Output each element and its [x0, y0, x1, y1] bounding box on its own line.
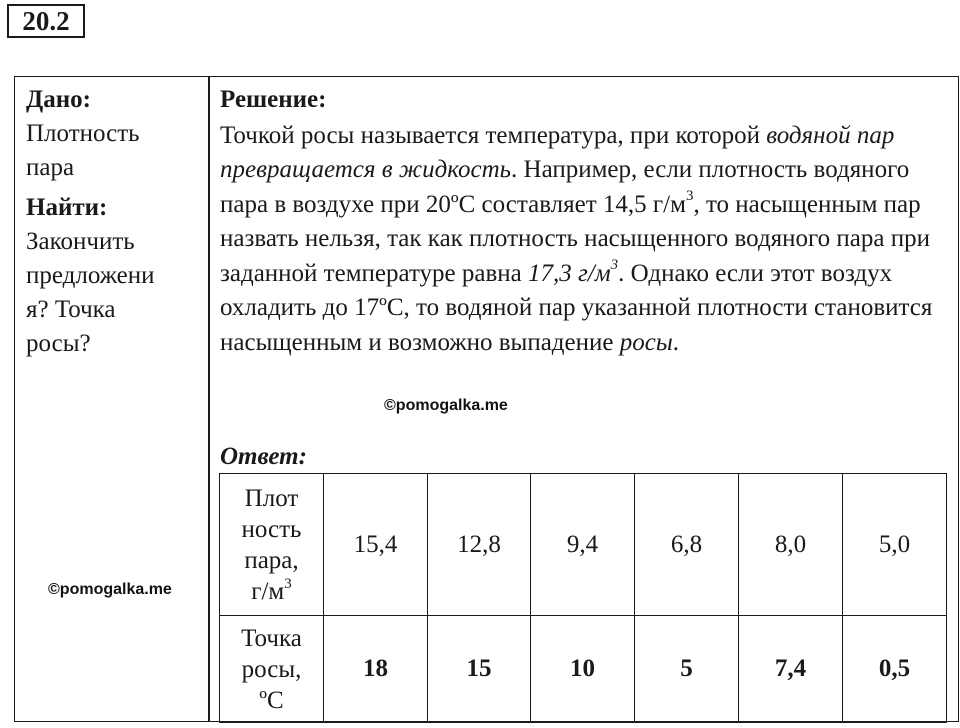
task-number: 20.2	[7, 4, 85, 38]
solution-part: , то насыщенным пар назвать нельзя, так как плотность насыщенного водяного пара при заданной температуре равна	[220, 190, 931, 287]
solution-text	[220, 119, 945, 361]
table-cell: 7,4	[739, 616, 843, 723]
find-line: росы?	[26, 330, 91, 357]
given-text	[26, 117, 206, 185]
label-line: ность	[241, 515, 302, 543]
table-cell: 10	[531, 616, 635, 723]
table-cell: 15	[428, 616, 531, 723]
table-cell: 5,0	[843, 474, 947, 616]
solution-header: Решение:	[220, 86, 327, 113]
watermark: ©pomogalka.me	[384, 397, 508, 414]
row-label-dew-point	[220, 616, 324, 723]
find-text	[26, 225, 206, 361]
table-cell: 6,8	[635, 474, 739, 616]
table-cell: 18	[324, 616, 428, 723]
superscript: 3	[685, 187, 694, 204]
solution-italic-part: росы	[619, 328, 673, 356]
table-cell: 5	[635, 616, 739, 723]
given-line: Плотность	[26, 120, 140, 147]
label-line: пара,	[244, 546, 299, 574]
solution-part: . Например, если плотность водяного пара в воздухе при 20ºС составляет 14,5 г/м	[220, 156, 910, 218]
watermark: ©pomogalka.me	[48, 581, 172, 598]
label-line: Плот	[244, 484, 299, 512]
solution-column	[220, 83, 945, 360]
table-cell: 12,8	[428, 474, 531, 616]
table-row	[220, 474, 947, 616]
label-line: росы,	[241, 655, 302, 683]
find-line: Закончить	[26, 228, 135, 255]
answer-header: Ответ:	[220, 443, 307, 470]
superscript: 3	[284, 575, 292, 592]
solution-part: .	[672, 328, 680, 356]
given-line: пара	[26, 154, 75, 181]
solution-italic-part: водяной пар превращается в жидкость	[220, 121, 895, 183]
answer-table	[219, 473, 947, 723]
table-cell: 0,5	[843, 616, 947, 723]
row-label-density	[220, 474, 324, 616]
table-cell: 8,0	[739, 474, 843, 616]
table-cell: 15,4	[324, 474, 428, 616]
find-line: я? Точка	[26, 296, 116, 323]
find-line: предложени	[26, 262, 155, 289]
table-row	[220, 616, 947, 723]
label-line: г/м	[251, 577, 285, 605]
given-header: Дано:	[26, 86, 91, 113]
table-cell: 9,4	[531, 474, 635, 616]
find-header: Найти:	[26, 194, 108, 221]
label-line: Точка	[241, 624, 302, 652]
solution-italic-part: 17,3 г/м	[528, 259, 611, 287]
given-column	[26, 83, 206, 367]
label-line: ºС	[259, 686, 284, 714]
solution-part: Точкой росы называется температура, при которой	[220, 121, 767, 149]
solution-part: . Однако если этот воздух охладить до 17ºС, то водяной пар указанной плотности становится насыщенным и возможно выпадение	[220, 259, 933, 356]
superscript: 3	[610, 256, 619, 273]
column-divider	[208, 76, 210, 722]
